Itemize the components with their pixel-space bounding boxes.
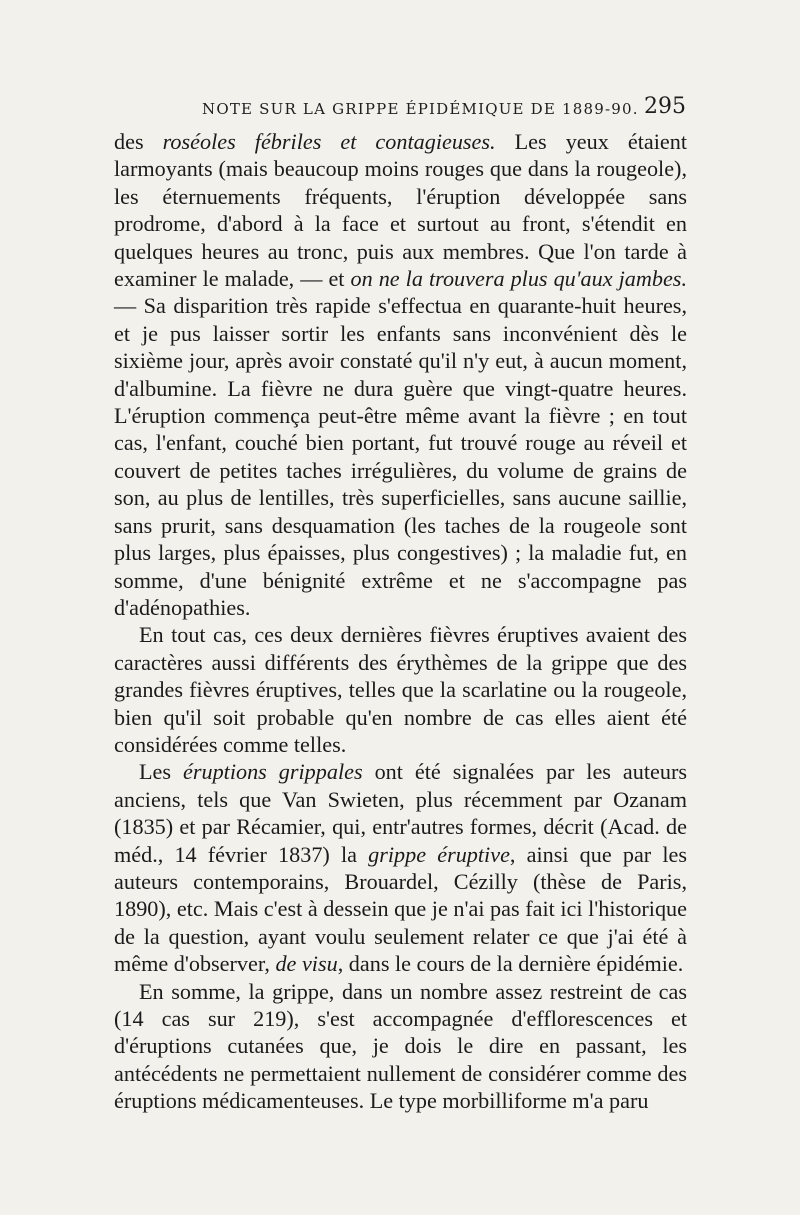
paragraph-1-segment: — Sa disparition très rapide s'effectua en quarante-huit heures, et je pus laisser sortir les enfants sans inconvénient dès le sixième jour, après avoir constaté qu'il n'y eut, à aucun moment, d'albumine. La fièvre ne dura guère que vingt-quatre heures. L'éruption commença peut-être même avant la fièvre ; en tout cas, l'enfant, couché bien portant, fut trouvé rouge au réveil et couvert de petites taches irrégulières, du volume de grains de son, au plus de lentilles, très superficielles, sans aucune saillie, sans prurit, sans desquamation (les taches de la rougeole sont plus larges, plus épaisses, plus congestives) ; la maladie fut, en somme, d'une bénignité extrême et ne s'accompagne pas d'adénopathies. <box>114 293 687 620</box>
running-title: NOTE SUR LA GRIPPE ÉPIDÉMIQUE DE 1889-90. <box>202 100 639 118</box>
paragraph-1 <box>114 128 687 621</box>
paragraph-3-italic: de visu <box>275 951 338 977</box>
page-header <box>118 92 688 126</box>
paragraph-3-segment: , dans le cours de la dernière épidémie. <box>337 951 684 977</box>
page-number: 295 <box>644 94 686 119</box>
paragraph-2-segment: En tout cas, ces deux dernières fièvres éruptives avaient des caractères aussi différents des érythèmes de la grippe que des grandes fièvres éruptives, telles que la scarlatine ou la rougeole, bien qu'il soit probable qu'en nombre de cas elles aient été considérées comme telles. <box>114 622 687 757</box>
paragraph-3 <box>114 758 687 977</box>
paragraph-3-segment: ont été signalées par les auteurs anciens, tels que Van Swieten, plus récemment par Ozanam (1835) et par Récamier, qui, entr'autres formes, décrit (Acad. de méd., 14 février 1837) la <box>114 759 687 867</box>
paragraph-3-italic: grippe éruptive <box>368 841 510 867</box>
paragraph-3-italic: éruptions grippales <box>183 759 363 785</box>
paragraph-1-segment: des <box>114 129 163 154</box>
paragraph-1-italic: on ne la trouvera plus qu'aux jambes. <box>350 266 687 292</box>
paragraph-3-segment: , ainsi que par les auteurs contemporains, Brouardel, Cézilly (thèse de Paris, 1890), etc. Mais c'est à dessein que je n'ai pas fait ici l'historique de la question, ayant voulu seulement relater ce que j'ai été à même d'observer, <box>114 841 687 977</box>
paragraph-1-italic: roséoles fébriles et contagieuses. <box>162 129 496 154</box>
paragraph-2 <box>114 621 687 758</box>
paragraph-3-segment: Les <box>139 759 183 785</box>
paragraph-4 <box>114 978 687 1115</box>
paragraph-1-segment: Les yeux étaient larmoyants (mais beaucoup moins rouges que dans la rougeole), les éternuements fréquents, l'éruption développée sans prodrome, d'abord à la face et surtout au front, s'étendit en quelques heures au tronc, puis aux membres. Que l'on tarde à examiner le malade, — et <box>114 129 688 292</box>
paragraph-4-segment: En somme, la grippe, dans un nombre assez restreint de cas (14 cas sur 219), s'est accompagnée d'efflorescences et d'éruptions cutanées que, je dois le dire en passant, les antécédents ne permettaient nullement de considérer comme des éruptions médicamenteuses. Le type morbilliforme m'a paru <box>114 978 687 1114</box>
body-text <box>114 128 687 1115</box>
